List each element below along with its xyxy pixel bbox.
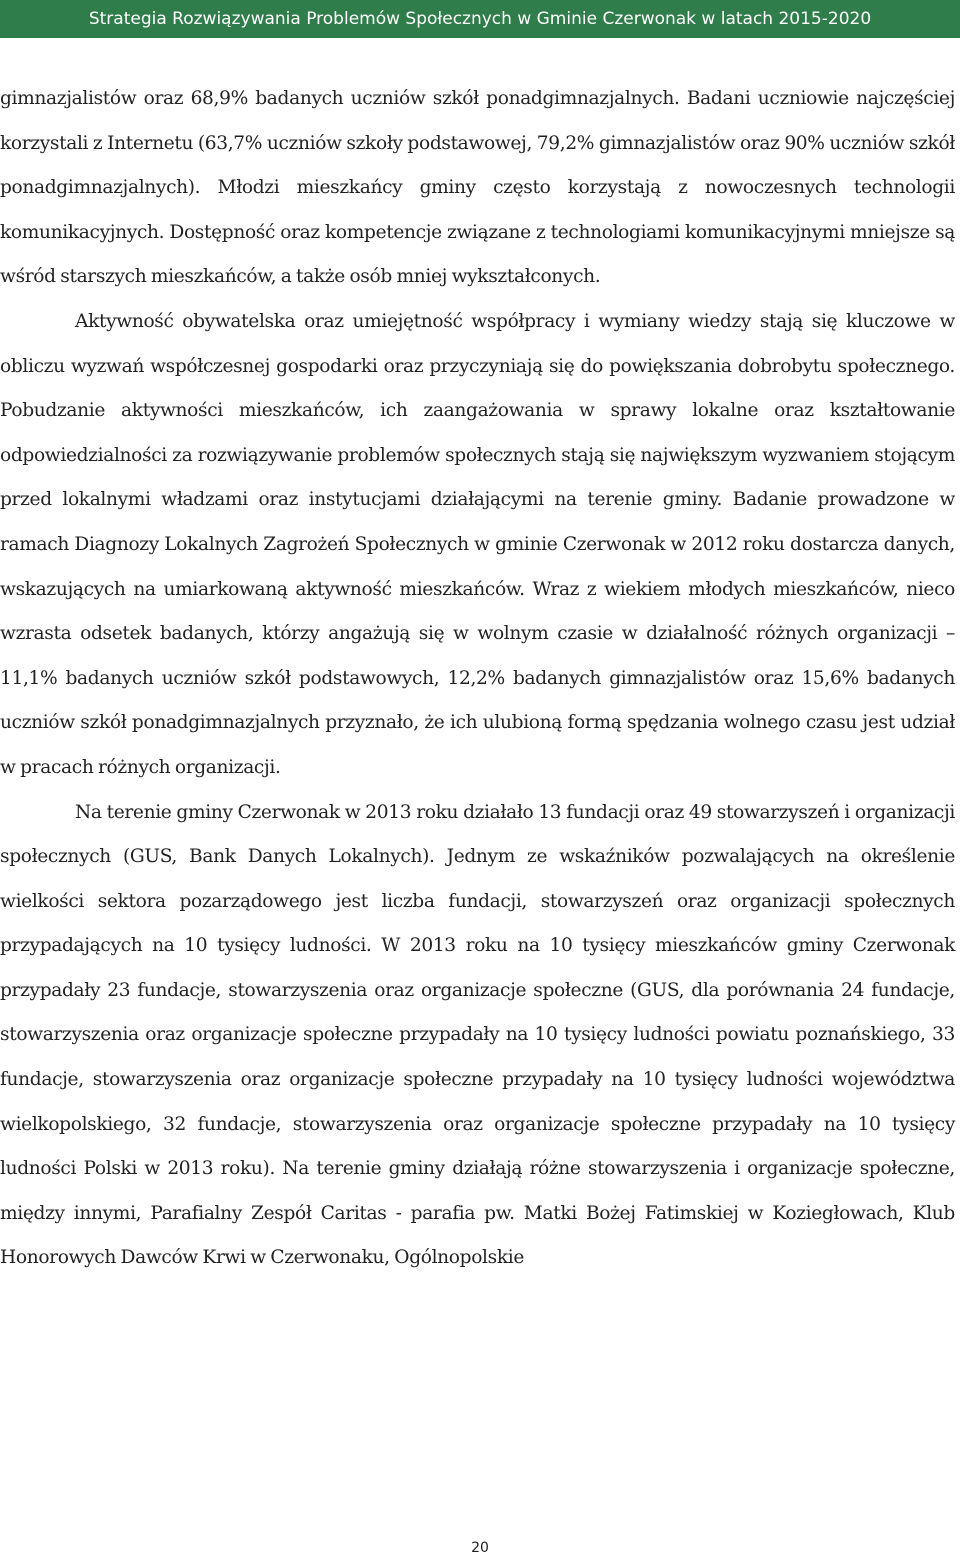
paragraph-civic-activity: Aktywność obywatelska oraz umiejętność współpracy i wymiany wiedzy stają się kluczowe w obliczu wyzwań współczesnej gospodarki oraz przyczyniają się do powiększania dobrobytu społecznego. Pobudzanie aktywności mieszkańców, ich zaangażowania w sprawy lokalne oraz kształtowanie odpowiedzialności za rozwiązywanie problemów społecznych stają się największym wyzwaniem stojącym przed lokalnymi władzami oraz instytucjami działającymi na terenie gminy. Badanie prowadzone w ramach Diagnozy Lokalnych Zagrożeń Społecznych w gminie Czerwonak w 2012 roku dostarcza danych, wskazujących na umiarkowaną aktywność mieszkańców. Wraz z wiekiem młodych mieszkańców, nieco wzrasta odsetek badanych, którzy angażują się w wolnym czasie w działalność różnych organizacji – 11,1% badanych uczniów szkół podstawowych, 12,2% badanych gimnazjalistów oraz 15,6% badanych uczniów szkół ponadgimnazjalnych przyznało, że ich ulubioną formą spędzania wolnego czasu jest udział w pracach różnych organizacji. (0, 310, 955, 778)
page-number: 20 (471, 1540, 489, 1556)
header-title: Strategia Rozwiązywania Problemów Społecznych w Gminie Czerwonak w latach 2015-2020 (88, 9, 872, 29)
paragraph-ngo-sector: Na terenie gminy Czerwonak w 2013 roku działało 13 fundacji oraz 49 stowarzyszeń i organizacji społecznych (GUS, Bank Danych Lokalnych). Jednym ze wskaźników pozwalających na określenie wielkości sektora pozarządowego jest liczba fundacji, stowarzyszeń oraz organizacji społecznych przypadających na 10 tysięcy ludności. W 2013 roku na 10 tysięcy mieszkańców gminy Czerwonak przypadały 23 fundacje, stowarzyszenia oraz organizacje społeczne (GUS, dla porównania 24 fundacje, stowarzyszenia oraz organizacje społeczne przypadały na 10 tysięcy ludności powiatu poznańskiego, 33 fundacje, stowarzyszenia oraz organizacje społeczne przypadały na 10 tysięcy ludności województwa wielkopolskiego, 32 fundacje, stowarzyszenia oraz organizacje społeczne przypadały na 10 tysięcy ludności Polski w 2013 roku). Na terenie gminy działają różne stowarzyszenia i organizacje społeczne, między innymi, Parafialny Zespół Caritas - parafia pw. Matki Bożej Fatimskiej w Koziegłowach, Klub Honorowych Dawców Krwi w Czerwonaku, Ogólnopolskie (0, 801, 955, 1269)
paragraph-continuation: gimnazjalistów oraz 68,9% badanych uczniów szkół ponadgimnazjalnych. Badani uczniowie najczęściej korzystali z Internetu (63,7% uczniów szkoły podstawowej, 79,2% gimnazjalistów oraz 90% uczniów szkół ponadgimnazjalnych). Młodzi mieszkańcy gminy często korzystają z nowoczesnych technologii komunikacyjnych. Dostępność oraz kompetencje związane z technologiami komunikacyjnymi mniejsze są wśród starszych mieszkańców, a także osób mniej wykształconych. (0, 88, 955, 288)
page-header (0, 0, 960, 38)
document-body (0, 77, 955, 1281)
